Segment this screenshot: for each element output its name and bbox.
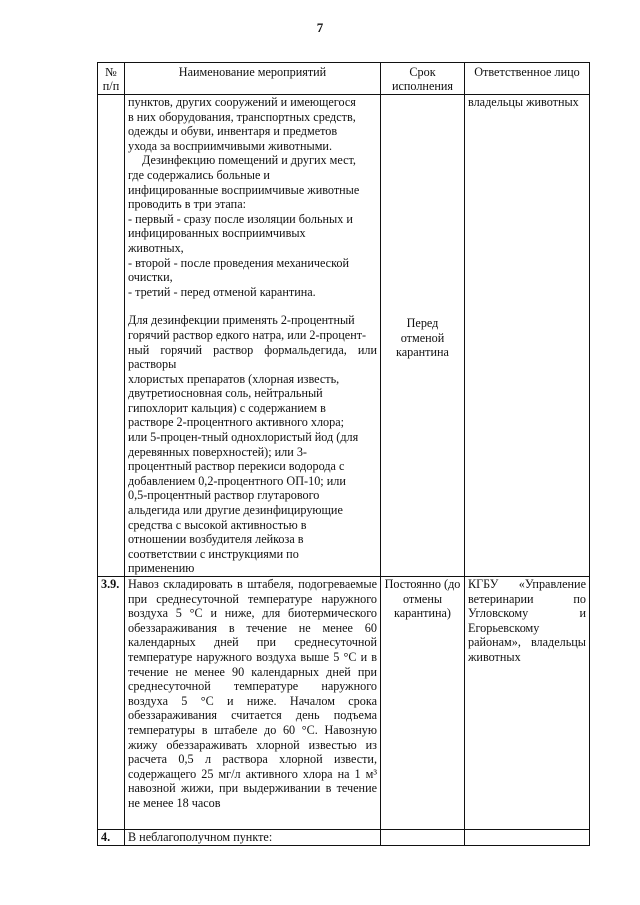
- text-line: или 5-процен-тный однохлористый йод (для: [128, 430, 359, 445]
- measure-paragraph: [128, 153, 377, 299]
- header-responsible: Ответственное лицо: [465, 63, 590, 95]
- text-line: горячий раствор едкого натра, или 2-процент-: [128, 327, 367, 342]
- text-line: инфицированных восприимчивых: [128, 226, 306, 241]
- text-line: в них оборудования, транспортных средств,: [128, 109, 356, 124]
- text-line: гипохлорит кальция) с содержанием в: [128, 400, 326, 415]
- term-text: [381, 830, 465, 846]
- responsible-text: [465, 830, 590, 846]
- text-line: деревянных поверхностей); или 3-: [128, 444, 307, 459]
- text-line: - первый - сразу после изоляции больных и: [128, 211, 353, 226]
- responsible-text: владельцы животных: [465, 95, 590, 577]
- row-number: [98, 95, 125, 577]
- measure-text: В неблагополучном пункте:: [125, 830, 381, 846]
- table-header-row: [98, 63, 590, 95]
- text-line: 0,5-процентный раствор глутарового: [128, 488, 320, 503]
- measure-text: [125, 95, 381, 577]
- table-row: [98, 577, 590, 830]
- term-cell: [381, 95, 465, 577]
- text-line: - третий - перед отменой карантина.: [128, 284, 316, 299]
- text-line: инфицированные восприимчивые животные: [128, 182, 360, 197]
- header-num: № п/п: [98, 63, 125, 95]
- text-line: пунктов, других сооружений и имеющегося: [128, 95, 356, 109]
- term-text: Постоянно (до отмены карантина): [381, 577, 465, 830]
- text-line: альдегида или другие дезинфицирующие: [128, 503, 343, 518]
- text-line: растворе 2-процентного активного хлора;: [128, 415, 345, 430]
- table-row: [98, 830, 590, 846]
- text-line: хлористых препаратов (хлорная известь,: [128, 371, 340, 386]
- text-line: одежды и обуви, инвентаря и предметов: [128, 124, 338, 139]
- responsible-text: КГБУ «Управление ветеринарии по Угловскому и Егорьевскому районам», владельцы животных: [465, 577, 590, 830]
- row-number: 3.9.: [98, 577, 125, 830]
- text-line: процентный раствор перекиси водорода с: [128, 459, 345, 474]
- measure-text: Навоз складировать в штабеля, подогреваемые при среднесуточной температуре наружного воздуха 5 °С и ниже, для биотермического обеззараживания в течение не менее 60 календарных дней при среднесуточной температуре наружного воздуха выше 5 °С и в течение не менее 90 календарных дней при среднесуточной температуре наружного воздуха 5 °С и ниже. Началом срока обеззараживания считается день подъема температуры в штабеле до 60 °С. Навозную жижу обеззараживать хлорной известью из расчета 0,5 л раствора хлорной извести, содержащего 25 мг/л активного хлора на 1 м³ навозной жижи, при выдерживании в течение не менее 18 часов: [125, 577, 381, 830]
- text-line: двутретиосновная соль, нейтральный: [128, 386, 323, 401]
- text-line: где содержались больные и: [128, 167, 270, 182]
- text-line: Дезинфекцию помещений и других мест,: [142, 153, 356, 168]
- text-line: добавлением 0,2-процентного ОП-10; или: [128, 473, 346, 488]
- page-number: 7: [316, 20, 324, 35]
- text-line: проводить в три этапа:: [128, 197, 246, 212]
- text-line: отношении возбудителя лейкоза в: [128, 532, 304, 547]
- text-line: - второй - после проведения механической: [128, 255, 350, 270]
- header-name: Наименование мероприятий: [125, 63, 381, 95]
- measure-paragraph: [128, 95, 377, 153]
- text-line: животных,: [128, 240, 184, 255]
- row-number: 4.: [98, 830, 125, 846]
- text-line: очистки,: [128, 270, 173, 285]
- text-line: Для дезинфекции применять 2-процентный: [128, 313, 355, 328]
- text-line: ухода за восприимчивыми животными.: [128, 138, 332, 153]
- measures-table: [97, 62, 590, 846]
- term-text: Перед отменой карантина: [396, 316, 449, 360]
- table-row: [98, 95, 590, 577]
- text-line: средства с высокой активностью в: [128, 517, 307, 532]
- text-line: соответствии с инструкциями по: [128, 546, 299, 561]
- text-line: ный горячий раствор формальдегида, или растворы: [128, 342, 377, 372]
- header-term: Срок исполнения: [381, 63, 465, 95]
- measure-paragraph: [128, 313, 377, 576]
- text-line: применению: [128, 561, 195, 576]
